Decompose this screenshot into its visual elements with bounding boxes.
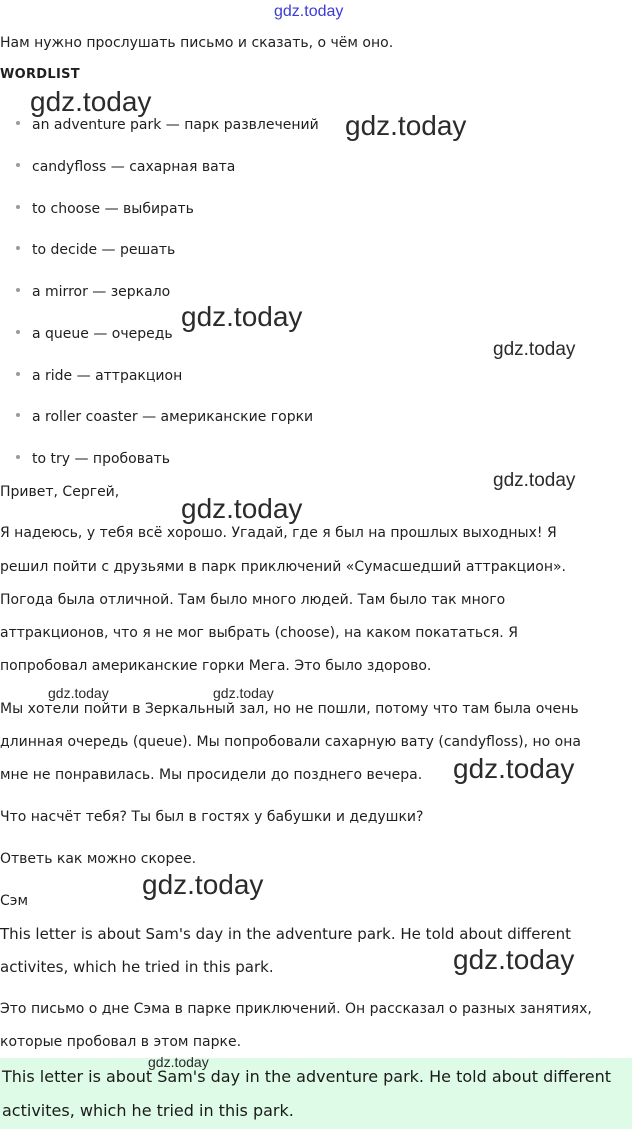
letter-line: Что насчёт тебя? Ты был в гостях у бабушки и дедушки? (0, 809, 424, 825)
bullet-icon (16, 288, 20, 292)
answer-en-line: activites, which he tried in this park. (0, 958, 274, 976)
wordlist-item: to decide — решать (16, 243, 175, 257)
watermark: gdz.today (30, 86, 152, 117)
wordlist-item: a ride — аттракцион (16, 369, 182, 383)
watermark: gdz.today (493, 470, 576, 491)
wordlist-item: to try — пробовать (16, 452, 170, 466)
watermark: gdz.today (453, 944, 575, 975)
wordlist-item: a queue — очередь (16, 327, 173, 341)
bullet-icon (16, 455, 20, 459)
wordlist-item: to choose — выбирать (16, 202, 194, 216)
highlighted-answer-line: activites, which he tried in this park. (2, 1101, 294, 1120)
watermark: gdz.today (213, 685, 274, 701)
watermark: gdz.today (453, 753, 575, 784)
answer-ru-line: которые пробовал в этом парке. (0, 1034, 242, 1050)
bullet-icon (16, 330, 20, 334)
answer-ru-line: Это письмо о дне Сэма в парке приключений. Он рассказал о разных занятиях, (0, 1001, 592, 1017)
wordlist-item: a roller coaster — американские горки (16, 410, 313, 424)
top-watermark: gdz.today (274, 3, 344, 20)
letter-line: решил пойти с друзьями в парк приключений «Сумасшедший аттракцион». (0, 559, 566, 575)
bullet-icon (16, 246, 20, 250)
watermark: gdz.today (148, 1054, 209, 1070)
letter-signature: Сэм (0, 893, 29, 909)
letter-line: Ответь как можно скорее. (0, 851, 197, 867)
bullet-icon (16, 163, 20, 167)
letter-line: аттракционов, что я не мог выбрать (choose), на каком покататься. Я (0, 625, 518, 641)
watermark: gdz.today (48, 685, 109, 701)
letter-line: длинная очередь (queue). Мы попробовали сахарную вату (candyfloss), но она (0, 734, 581, 750)
letter-line: Мы хотели пойти в Зеркальный зал, но не пошли, потому что там была очень (0, 701, 579, 717)
bullet-icon (16, 121, 20, 125)
letter-greeting: Привет, Сергей, (0, 484, 120, 500)
watermark: gdz.today (142, 869, 264, 900)
letter-line: мне не понравилась. Мы просидели до позднего вечера. (0, 767, 423, 783)
wordlist-heading: WORDLIST (0, 67, 80, 82)
watermark: gdz.today (181, 493, 303, 524)
letter-line: Я надеюсь, у тебя всё хорошо. Угадай, где я был на прошлых выходных! Я (0, 525, 557, 541)
wordlist-item: a mirror — зеркало (16, 285, 170, 299)
wordlist-item: candyfloss — сахарная вата (16, 160, 235, 174)
watermark: gdz.today (345, 110, 467, 141)
watermark: gdz.today (181, 301, 303, 332)
bullet-icon (16, 372, 20, 376)
highlighted-answer (0, 1058, 632, 1129)
intro-text: Нам нужно прослушать письмо и сказать, о чём оно. (0, 35, 394, 51)
watermark: gdz.today (493, 339, 576, 360)
bullet-icon (16, 205, 20, 209)
bullet-icon (16, 413, 20, 417)
letter-line: Погода была отличной. Там было много людей. Там было так много (0, 592, 506, 608)
highlighted-answer-line: This letter is about Sam's day in the adventure park. He told about different (2, 1067, 612, 1086)
wordlist-item: an adventure park — парк развлечений (16, 118, 319, 132)
letter-line: попробовал американские горки Мега. Это было здорово. (0, 658, 432, 674)
answer-en-line: This letter is about Sam's day in the adventure park. He told about different (0, 925, 571, 943)
